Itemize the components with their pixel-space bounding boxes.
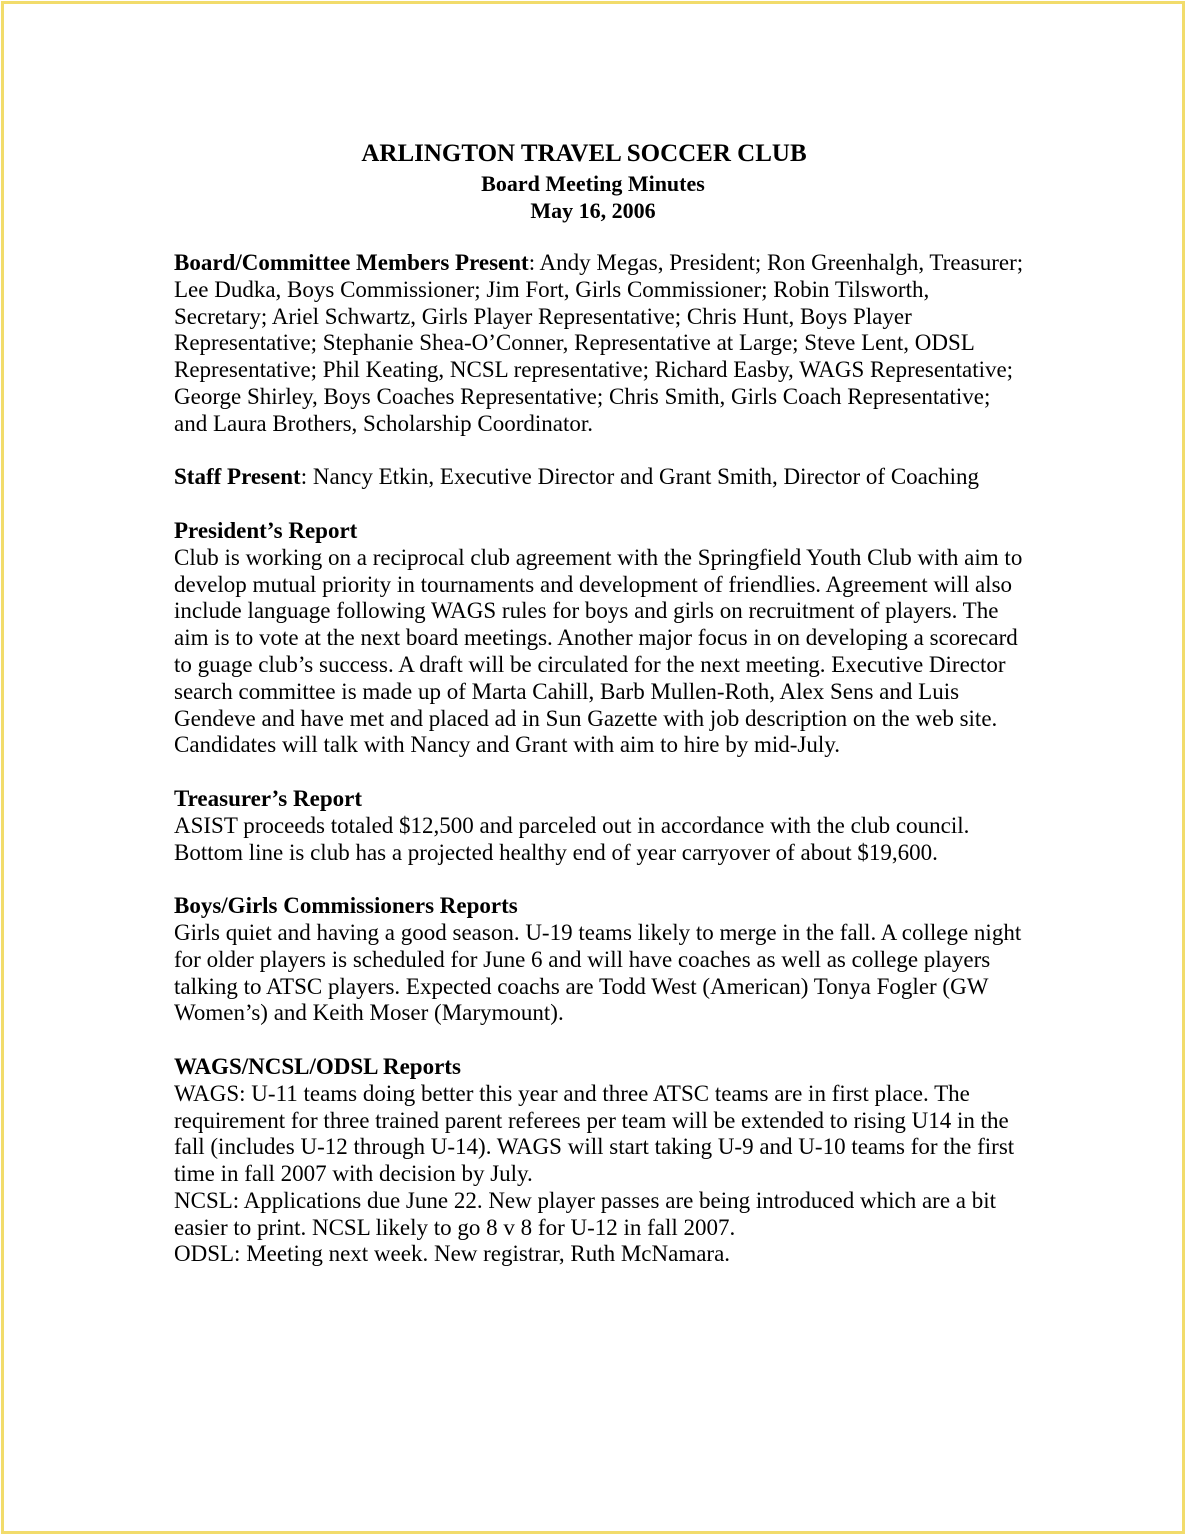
members-present-text: : Andy Megas, President; Ron Greenhalgh, Treasurer; Lee Dudka, Boys Commissioner; Jim Fort, Girls Commissioner; Robin Tilsworth, Secretary; Ariel Schwartz, Girls Player Representative; Chris Hunt, Boys Player Representative; Stephanie Shea-O’Conner, Representative at Large; Steve Lent, ODSL Representative; Phil Keating, NCSL representative; Richard Easby, WAGS Representative; George Shirley, Boys Coaches Representative; Chris Smith, Girls Coach Representative; and Laura Brothers, Scholarship Coordinator. bbox=[174, 250, 1024, 436]
members-present-label: Board/Committee Members Present bbox=[174, 250, 529, 275]
treasurers-report-line-1: ASIST proceeds totaled $12,500 and parceled out in accordance with the club council. bbox=[174, 812, 970, 838]
document-date: May 16, 2006 bbox=[530, 198, 656, 223]
presidents-report-heading: President’s Report bbox=[174, 517, 358, 543]
wags-report: WAGS: U-11 teams doing better this year and three ATSC teams are in first place. The requirement for three trained parent referees per team will be extended to rising U14 in the fall (includes U-12 through U-14). WAGS will start taking U-9 and U-10 teams for the first time in fall 2007 with decision by July. bbox=[174, 1080, 1015, 1187]
league-reports-section bbox=[174, 1054, 1024, 1268]
commissioners-report-body: Girls quiet and having a good season. U-19 teams likely to merge in the fall. A college night for older players is scheduled for June 6 and will have coaches as well as college players talking to ATSC players. Expected coachs are Todd West (American) Tonya Fogler (GW Women’s) and Keith Moser (Marymount). bbox=[174, 919, 1022, 1026]
document-title: ARLINGTON TRAVEL SOCCER CLUB bbox=[361, 140, 807, 167]
staff-present-label: Staff Present bbox=[174, 464, 301, 490]
treasurers-report-line-2: Bottom line is club has a projected healthy end of year carryover of about $19,600. bbox=[174, 839, 938, 865]
league-reports-heading: WAGS/NCSL/ODSL Reports bbox=[174, 1053, 461, 1079]
staff-present-text: : Nancy Etkin, Executive Director and Grant Smith, Director of Coaching bbox=[300, 464, 979, 490]
treasurers-report-section bbox=[174, 786, 1024, 866]
staff-present-paragraph bbox=[174, 464, 1024, 491]
ncsl-report: NCSL: Applications due June 22. New player passes are being introduced which are a bit easier to print. NCSL likely to go 8 v 8 for U-12 in fall 2007. bbox=[174, 1187, 997, 1240]
members-present-paragraph bbox=[174, 250, 1024, 438]
presidents-report-body: Club is working on a reciprocal club agreement with the Springfield Youth Club with aim to develop mutual priority in tournaments and development of friendlies. Agreement will also include language following WAGS rules for boys and girls on recruitment of players. The aim is to vote at the next board meetings. Another major focus in on developing a scorecard to guage club’s success. A draft will be circulated for the next meeting. Executive Director search committee is made up of Marta Cahill, Barb Mullen-Roth, Alex Sens and Luis Gendeve and have met and placed ad in Sun Gazette with job description on the web site. Candidates will talk with Nancy and Grant with aim to hire by mid-July. bbox=[174, 544, 1023, 758]
presidents-report-section bbox=[174, 518, 1024, 759]
commissioners-report-section bbox=[174, 893, 1024, 1027]
odsl-report: ODSL: Meeting next week. New registrar, Ruth McNamara. bbox=[174, 1241, 731, 1267]
treasurers-report-heading: Treasurer’s Report bbox=[174, 785, 362, 811]
document-subtitle: Board Meeting Minutes bbox=[481, 171, 705, 196]
commissioners-report-heading: Boys/Girls Commissioners Reports bbox=[174, 893, 518, 919]
document-body bbox=[174, 138, 1024, 1268]
